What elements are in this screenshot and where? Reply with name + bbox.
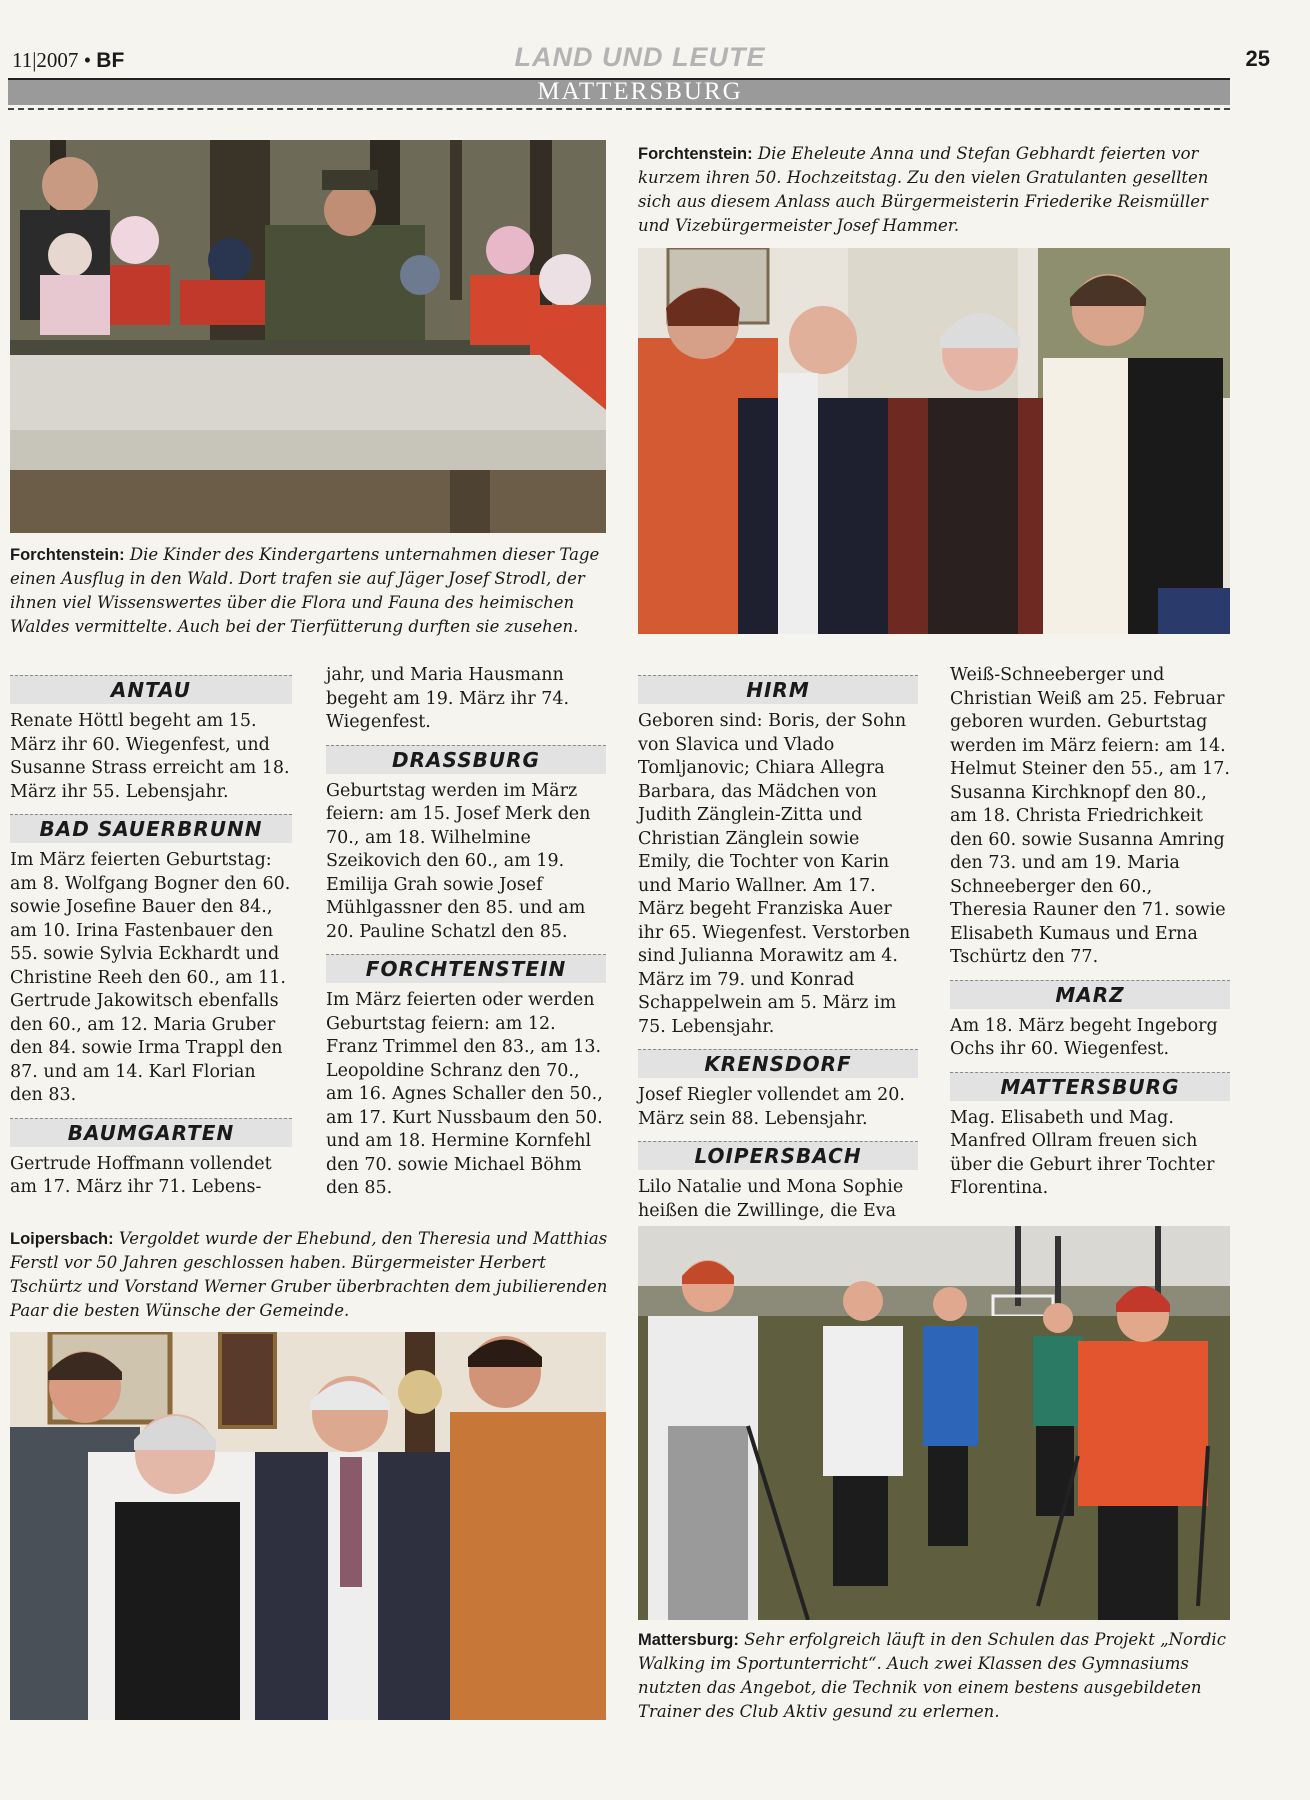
section-head-loipersbach: LOIPERSBACH xyxy=(638,1141,918,1170)
section-text-mattersburg: Mag. Elisabeth und Mag. Manfred Ollram freuen sich über die Geburt ihrer Tochter Florentina. xyxy=(950,1107,1215,1198)
caption-place: Forchtenstein: xyxy=(638,145,753,163)
section-text-marz: Am 18. März begeht Ingeborg Ochs ihr 60. Wiegenfest. xyxy=(950,1015,1218,1059)
paper-name: BF xyxy=(96,49,125,72)
section-text-hirm: Geboren sind: Boris, der Sohn von Slavica und Vlado Tomljanovic; Chiara Allegra Barbara, das Mädchen von Judith Zänglein-Zitta und Christian Zänglein sowie Emily, die Tochter von Karin und Mario Wallner. Am 17. März begeht Franziska Auer ihr 65. Wiegenfest. Verstorben sind Julianna Morawitz am 4. März im 79. und Konrad Schappelwein am 5. März im 75. Lebensjahr. xyxy=(638,711,911,1037)
section-head-hirm: HIRM xyxy=(638,675,918,704)
header-dashed-rule xyxy=(8,108,1230,110)
caption-text: Die Kinder des Kindergartens unternahmen dieser Tage einen Ausflug in den Wald. Dort trafen sie auf Jäger Josef Strodl, der ihnen viel Wissenswertes über die Flora und Fauna des heimischen Waldes vermittelte. Auch bei der Tierfütterung durften sie zusehen. xyxy=(10,545,600,636)
photo-ferstl-golden-wedding xyxy=(10,1332,606,1720)
column-3 xyxy=(638,675,918,1223)
section-head-forchtenstein: FORCHTENSTEIN xyxy=(326,954,606,983)
caption-nordic xyxy=(638,1628,1230,1724)
section-text-continued: Weiß-Schneeberger und Christian Weiß am 25. Februar geboren wurden. Geburtstag werden im März feiern: am 14. Helmut Steiner den 55., am 17. Susanna Kirchknopf den 80., am 18. Christa Friedrichkeit den 60. sowie Susanna Amring den 73. und am 19. Maria Schneeberger den 60., Theresia Rauner den 71. sowie Elisabeth Kumaus und Erna Tschürtz den 77. xyxy=(950,665,1230,967)
column-4 xyxy=(950,664,1230,1201)
caption-place: Loipersbach: xyxy=(10,1230,114,1248)
section-text-loipersbach: Lilo Natalie und Mona Sophie heißen die Zwillinge, die Eva xyxy=(638,1177,904,1221)
caption-place: Mattersburg: xyxy=(638,1631,739,1649)
photo-kindergarten-forest xyxy=(10,140,606,533)
section-text-antau: Renate Höttl begeht am 15. März ihr 60. Wiegenfest, und Susanne Strass erreicht am 18. März ihr 55. Lebensjahr. xyxy=(10,711,290,802)
page-number: 25 xyxy=(1245,46,1270,71)
section-head-bad-sauerbrunn: BAD SAUERBRUNN xyxy=(10,814,292,843)
section-head-mattersburg: MATTERSBURG xyxy=(950,1072,1230,1101)
photo-nordic-walking xyxy=(638,1226,1230,1620)
section-text-krensdorf: Josef Riegler vollendet am 20. März sein 88. Lebensjahr. xyxy=(638,1085,905,1129)
caption-gebhardt xyxy=(638,142,1228,238)
section-title: LAND UND LEUTE xyxy=(514,42,766,72)
section-text-forchtenstein: Im März feierten oder werden Geburtstag feiern: am 12. Franz Trimmel den 83., am 13. Leopoldine Schranz den 70., am 16. Agnes Schaller den 50., am 17. Kurt Nussbaum den 50. und am 18. Hermine Kornfehl den 70. sowie Michael Böhm den 85. xyxy=(326,990,603,1198)
photo-gebhardt-anniversary xyxy=(638,248,1230,634)
column-2 xyxy=(326,664,606,1201)
section-text-baumgarten: Gertrude Hoffmann vollendet am 17. März ihr 71. Lebens- xyxy=(10,1153,272,1197)
section-text-continued: jahr, und Maria Hausmann begeht am 19. März ihr 74. Wiegenfest. xyxy=(326,665,570,732)
issue-label: 11|2007 • BF xyxy=(12,48,125,72)
caption-text: Die Eheleute Anna und Stefan Gebhardt feierten vor kurzem ihren 50. Hochzeitstag. Zu den vielen Gratulanten gesellten sich aus diesem Anlass auch Bürgermeisterin Friederike Reismüller und Vizebürgermeister Josef Hammer. xyxy=(638,144,1209,235)
section-head-antau: ANTAU xyxy=(10,675,292,704)
section-head-drassburg: DRASSBURG xyxy=(326,745,606,774)
column-1 xyxy=(10,675,292,1200)
section-text-bad-sauerbrunn: Im März feierten Geburtstag: am 8. Wolfgang Bogner den 60. sowie Josefine Bauer den 84., am 10. Irina Fastenbauer den 55. sowie Sylvia Eckhardt und Christine Reeh den 60., am 11. Gertrude Jakowitsch ebenfalls den 60., am 12. Maria Gruber den 84. sowie Irma Trappl den 87. und am 14. Karl Florian den 83. xyxy=(10,850,291,1105)
region-title: MATTERSBURG xyxy=(537,78,743,105)
caption-kindergarten xyxy=(10,543,610,639)
caption-text: Sehr erfolgreich läuft in den Schulen das Projekt „Nordic Walking im Sportunterricht“. Auch zwei Klassen des Gymnasiums nutzten das Angebot, die Technik von einem bestens ausgebildeten Trainer des Club Aktiv gesund zu erlernen. xyxy=(638,1630,1226,1721)
section-head-baumgarten: BAUMGARTEN xyxy=(10,1118,292,1147)
caption-ferstl xyxy=(10,1227,608,1323)
section-head-krensdorf: KRENSDORF xyxy=(638,1049,918,1078)
section-text-drassburg: Geburtstag werden im März feiern: am 15. Josef Merk den 70., am 18. Wilhelmine Szeikovich den 60., am 19. Emilija Grah sowie Josef Mühlgassner den 85. und am 20. Pauline Schatzl den 85. xyxy=(326,780,591,942)
section-head-marz: MARZ xyxy=(950,980,1230,1009)
caption-place: Forchtenstein: xyxy=(10,546,125,564)
caption-text: Vergoldet wurde der Ehebund, den Theresia und Matthias Ferstl vor 50 Jahren geschlossen haben. Bürgermeister Herbert Tschürtz und Vorstand Werner Gruber überbrachten dem jubilierenden Paar die besten Wünsche der Gemeinde. xyxy=(10,1229,608,1320)
